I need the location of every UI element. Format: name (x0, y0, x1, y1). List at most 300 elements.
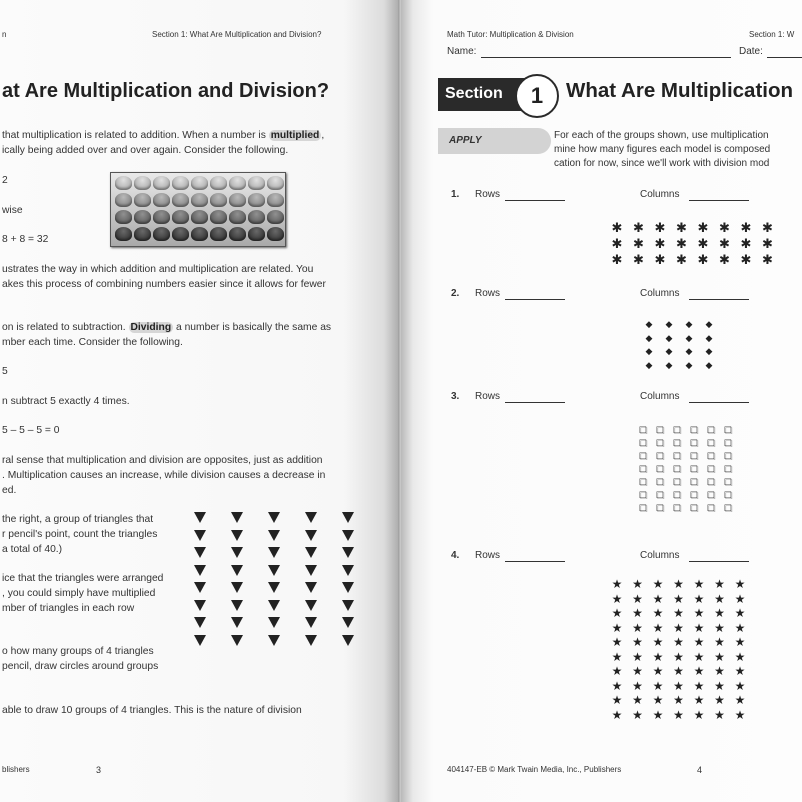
figure-star-icon: ★ (632, 606, 643, 620)
triangle-icon (268, 635, 280, 646)
figure-square-icon: □ (639, 489, 647, 501)
triangle-icon (194, 635, 206, 646)
shell-icon (153, 193, 170, 207)
figure-asterisk-icon: ✱ (719, 252, 730, 267)
triangle-icon (305, 617, 317, 628)
figure-asterisk-icon: ✱ (654, 252, 666, 267)
page-number: 3 (96, 765, 102, 775)
triangle-icon (194, 600, 206, 611)
figure-square-icon: □ (724, 463, 732, 475)
figure-diamond-icon: ◆ (665, 332, 673, 343)
triangle-icon (194, 530, 206, 541)
figure-star-icon: ★ (652, 649, 664, 664)
shell-icon (134, 227, 151, 241)
shell-icon (229, 227, 246, 241)
figure-star-icon: ★ (673, 606, 684, 620)
rows-answer-line[interactable] (505, 402, 565, 403)
figure-star-icon: ★ (632, 591, 643, 606)
figure-star-icon: ★ (652, 635, 664, 649)
figure-asterisk-icon: ✱ (697, 236, 709, 251)
figure-diamond-icon: ◆ (645, 346, 653, 356)
columns-answer-line[interactable] (689, 561, 749, 562)
shell-icon (134, 210, 151, 224)
triangle-icon (194, 512, 206, 523)
triangle-icon (231, 617, 243, 628)
columns-answer-line[interactable] (689, 200, 749, 201)
figure-asterisk-icon: ✱ (654, 236, 666, 251)
figure-star-icon: ★ (611, 620, 623, 635)
triangle-icon (268, 547, 280, 558)
triangle-icon (268, 512, 280, 523)
figure-star-icon: ★ (714, 707, 725, 722)
figure-square-icon: □ (690, 424, 698, 436)
paragraph-1-line-2: ically being added over and over again. Consider the following. (2, 145, 289, 156)
figure-star-icon: ★ (714, 635, 725, 649)
triangle-icon (305, 635, 317, 646)
figure-star-icon: ★ (652, 707, 664, 722)
figure-star-icon: ★ (652, 678, 664, 693)
figure-diamond-icon: ◆ (665, 346, 673, 356)
figure-square-icon: □ (639, 450, 647, 462)
figure-diamond-icon: ◆ (665, 319, 673, 329)
paragraph-6-line-3: mber of triangles in each row (2, 603, 135, 614)
figure-diamond-icon: ◆ (705, 332, 713, 343)
figure-asterisk-icon: ✱ (762, 236, 773, 251)
running-head-right: Section 1: W (749, 30, 795, 39)
figure-star-icon: ★ (693, 620, 705, 635)
figure-star-icon: ★ (714, 693, 725, 707)
figure-asterisk-icon: ✱ (697, 220, 709, 235)
triangle-icon (231, 530, 243, 541)
triangle-icon (342, 565, 354, 576)
text: that multiplication is related to addition. When a number is (2, 130, 269, 141)
triangle-icon (268, 530, 280, 541)
figure-asterisk-icon: ✱ (676, 252, 687, 267)
triangle-icon (268, 617, 280, 628)
figure-star-icon: ★ (714, 664, 725, 678)
figure-diamond-icon: ◆ (645, 359, 653, 370)
keyword-multiplied: multiplied (270, 130, 320, 141)
figure-square-icon: □ (707, 463, 715, 475)
page-title: at Are Multiplication and Division? (2, 80, 330, 102)
triangle-icon (268, 600, 280, 611)
figure-star-icon: ★ (673, 693, 684, 707)
shell-icon (191, 193, 208, 207)
running-head: Section 1: What Are Multiplication and Division? (152, 30, 322, 39)
figure-star-icon: ★ (673, 577, 684, 591)
paragraph-4-line-2: . Multiplication causes an increase, while division causes a decrease in (2, 470, 326, 481)
shell-icon (115, 193, 132, 207)
example-1-line-1: 2 (2, 175, 8, 186)
date-field-line[interactable] (767, 57, 802, 58)
figure-star-icon: ★ (611, 707, 623, 722)
figure-star-icon: ★ (734, 707, 746, 722)
rows-label: Rows (475, 391, 501, 402)
triangle-icon (231, 635, 243, 646)
example-2-line-2: n subtract 5 exactly 4 times. (2, 396, 130, 407)
figure-star-icon: ★ (693, 649, 705, 664)
figure-square-icon: □ (673, 424, 681, 436)
section-number-badge: 1 (515, 74, 559, 118)
figure-star-icon: ★ (673, 591, 684, 606)
figure-star-icon: ★ (652, 606, 664, 620)
figure-square-icon: □ (690, 476, 698, 488)
figure-star-icon: ★ (734, 635, 746, 649)
paragraph-4-line-3: ed. (2, 485, 17, 496)
figure-star-icon: ★ (714, 649, 725, 664)
figure-star-icon: ★ (611, 649, 623, 664)
figure-asterisk-icon: ✱ (697, 252, 709, 267)
triangle-icon (231, 512, 243, 523)
paragraph-1-line-1 (2, 128, 324, 143)
running-head-left: Math Tutor: Multiplication & Division (447, 30, 574, 39)
shell-icon (210, 210, 227, 224)
figure-star-icon: ★ (652, 693, 664, 707)
columns-label: Columns (640, 391, 680, 402)
instructions-line-3: cation for now, since we'll work with division mod (554, 158, 770, 169)
shell-icon (172, 227, 189, 241)
figure-square-icon: □ (724, 476, 732, 488)
rows-label: Rows (475, 288, 501, 299)
figure-star-icon: ★ (632, 693, 643, 707)
triangle-icon (342, 512, 354, 523)
figure-star-icon: ★ (632, 649, 643, 664)
figure-asterisk-icon: ✱ (676, 236, 687, 251)
section-title: What Are Multiplication (566, 79, 794, 102)
instructions-line-2: mine how many figures each model is composed (554, 144, 771, 155)
figure-asterisk-icon: ✱ (611, 252, 623, 267)
example-2-line-1: 5 (2, 366, 8, 377)
triangle-icon (305, 600, 317, 611)
figure-square-icon: □ (707, 424, 715, 436)
keyword-dividing: Dividing (130, 322, 172, 333)
figure-star-icon: ★ (734, 649, 746, 664)
figure-square-icon: □ (690, 489, 698, 501)
triangle-icon (231, 565, 243, 576)
rows-answer-line[interactable] (505, 200, 565, 201)
figure-star-icon: ★ (611, 664, 623, 678)
shell-icon (210, 193, 227, 207)
figure-star-icon: ★ (673, 707, 684, 722)
rows-label: Rows (475, 550, 501, 561)
figure-square-icon: □ (656, 489, 664, 501)
triangle-icon (305, 547, 317, 558)
shell-icon (172, 210, 189, 224)
shell-icon (267, 227, 284, 241)
problem-number: 3. (451, 391, 460, 402)
figure-star-icon: ★ (611, 606, 623, 620)
figure-square-icon: □ (707, 489, 715, 501)
name-field-line[interactable] (481, 57, 731, 58)
shell-icon (248, 176, 265, 190)
figure-diamond-icon: ◆ (705, 319, 713, 329)
figure-star-icon: ★ (693, 591, 705, 606)
figure-asterisk-icon: ✱ (676, 220, 687, 235)
figure-asterisk-icon: ✱ (654, 220, 666, 235)
columns-label: Columns (640, 550, 680, 561)
figure-star-icon: ★ (734, 693, 746, 707)
figure-asterisk-icon: ✱ (740, 252, 752, 267)
figure-asterisk-icon: ✱ (633, 220, 644, 235)
figure-star-icon: ★ (734, 620, 746, 635)
figure-star-icon: ★ (652, 664, 664, 678)
text: a number is basically the same as (173, 322, 332, 333)
figure-diamond-icon: ◆ (705, 346, 713, 356)
triangle-icon (342, 617, 354, 628)
figure-diamond-icon: ◆ (645, 332, 653, 343)
text: on is related to subtraction. (2, 322, 129, 333)
figure-square-icon: □ (673, 502, 681, 514)
shell-icon (153, 227, 170, 241)
figure-star-icon: ★ (714, 577, 725, 591)
triangle-icon (231, 600, 243, 611)
right-page (401, 0, 802, 802)
shell-icon (191, 176, 208, 190)
figure-square-icon: □ (639, 463, 647, 475)
paragraph-7-line-1: o how many groups of 4 triangles (2, 646, 154, 657)
shell-icon (267, 193, 284, 207)
figure-asterisk-icon: ✱ (762, 220, 773, 235)
figure-diamond-icon: ◆ (645, 319, 653, 329)
figure-asterisk-icon: ✱ (719, 236, 730, 251)
figure-star-icon: ★ (734, 678, 746, 693)
triangle-icon (231, 582, 243, 593)
triangle-icon (305, 565, 317, 576)
text: , (321, 130, 325, 141)
figure-square-icon: □ (656, 476, 664, 488)
figure-diamond-icon: ◆ (705, 359, 713, 370)
triangle-icon (305, 530, 317, 541)
figure-square-icon: □ (656, 437, 664, 449)
paragraph-2-line-1: ustrates the way in which addition and multiplication are related. You (2, 264, 314, 275)
figure-star-icon: ★ (611, 693, 623, 707)
rows-label: Rows (475, 189, 501, 200)
figure-square-icon: □ (639, 437, 647, 449)
example-1-line-2: wise (2, 205, 23, 216)
shell-icon (153, 210, 170, 224)
figure-asterisk-icon: ✱ (762, 252, 773, 267)
paragraph-4-line-1: ral sense that multiplication and division are opposites, just as addition (2, 455, 323, 466)
shell-icon (134, 193, 151, 207)
shell-icon (229, 193, 246, 207)
figure-star-icon: ★ (632, 678, 643, 693)
figure-square-icon: □ (690, 450, 698, 462)
seashells-image (110, 172, 286, 247)
figure-star-icon: ★ (693, 707, 705, 722)
triangle-icon (342, 582, 354, 593)
problem-number: 1. (451, 189, 460, 200)
shell-icon (172, 193, 189, 207)
figure-star-icon: ★ (714, 620, 725, 635)
apply-label: APPLY (449, 135, 482, 146)
figure-square-icon: □ (724, 437, 732, 449)
figure-square-icon: □ (690, 437, 698, 449)
figure-star-icon: ★ (632, 577, 643, 591)
figure-star-icon: ★ (693, 664, 705, 678)
figure-star-icon: ★ (693, 606, 705, 620)
columns-label: Columns (640, 288, 680, 299)
figure-square-icon: □ (690, 502, 698, 514)
rows-answer-line[interactable] (505, 299, 565, 300)
shell-icon (115, 176, 132, 190)
figure-star-icon: ★ (693, 678, 705, 693)
figure-square-icon: □ (707, 437, 715, 449)
figure-star-icon: ★ (632, 620, 643, 635)
paragraph-8: able to draw 10 groups of 4 triangles. This is the nature of division (2, 705, 302, 716)
figure-star-icon: ★ (673, 620, 684, 635)
figure-square-icon: □ (707, 476, 715, 488)
figure-star-icon: ★ (693, 635, 705, 649)
figure-star-icon: ★ (632, 635, 643, 649)
paragraph-5-line-3: a total of 40.) (2, 544, 63, 555)
figure-square-icon: □ (639, 502, 647, 514)
problem-number: 4. (451, 550, 460, 561)
instructions-line-1: For each of the groups shown, use multiplication (554, 130, 769, 141)
figure-square-icon: □ (639, 424, 647, 436)
shell-icon (191, 210, 208, 224)
rows-answer-line[interactable] (505, 561, 565, 562)
shell-icon (210, 176, 227, 190)
triangle-icon (305, 512, 317, 523)
figure-square-icon: □ (639, 476, 647, 488)
triangle-icon (194, 547, 206, 558)
figure-square-icon: □ (656, 424, 664, 436)
figure-star-icon: ★ (611, 591, 623, 606)
figure-star-icon: ★ (611, 577, 623, 591)
figure-diamond-icon: ◆ (685, 346, 693, 356)
paragraph-6-line-2: , you could simply have multiplied (2, 588, 156, 599)
paragraph-3-line-1 (2, 320, 331, 335)
figure-square-icon: □ (673, 463, 681, 475)
paragraph-5-line-1: the right, a group of triangles that (2, 514, 154, 525)
figure-star-icon: ★ (714, 606, 725, 620)
figure-star-icon: ★ (611, 635, 623, 649)
triangle-icon (231, 547, 243, 558)
figure-star-icon: ★ (714, 678, 725, 693)
footer-publisher: blishers (2, 765, 30, 774)
shell-icon (115, 210, 132, 224)
figure-star-icon: ★ (673, 678, 684, 693)
figure-square-icon: □ (724, 450, 732, 462)
left-page (0, 0, 400, 802)
paragraph-2-line-2: akes this process of combining numbers easier since it allows for fewer (2, 279, 326, 290)
figure-diamond-icon: ◆ (685, 319, 693, 329)
triangle-icon (268, 565, 280, 576)
example-2-line-3: 5 – 5 – 5 = 0 (2, 425, 60, 436)
shell-icon (210, 227, 227, 241)
section-label: Section (445, 85, 503, 102)
paragraph-3-line-2: mber each time. Consider the following. (2, 337, 183, 348)
triangle-icon (268, 582, 280, 593)
figure-star-icon: ★ (632, 664, 643, 678)
figure-square-icon: □ (673, 476, 681, 488)
shell-icon (248, 193, 265, 207)
footer-copyright: 404147-EB © Mark Twain Media, Inc., Publishers (447, 765, 622, 774)
figure-asterisk-icon: ✱ (633, 252, 644, 267)
columns-answer-line[interactable] (689, 402, 749, 403)
figure-diamond-icon: ◆ (685, 332, 693, 343)
figure-square-icon: □ (656, 502, 664, 514)
triangle-icon (194, 565, 206, 576)
triangle-icon (194, 617, 206, 628)
figure-star-icon: ★ (714, 591, 725, 606)
shell-icon (248, 210, 265, 224)
figure-star-icon: ★ (673, 649, 684, 664)
columns-label: Columns (640, 189, 680, 200)
figure-asterisk-icon: ✱ (611, 220, 623, 235)
triangle-icon (194, 582, 206, 593)
shell-icon (229, 176, 246, 190)
columns-answer-line[interactable] (689, 299, 749, 300)
running-head-fragment: n (2, 30, 7, 39)
figure-star-icon: ★ (734, 577, 746, 591)
figure-diamond-icon: ◆ (685, 359, 693, 370)
figure-asterisk-icon: ✱ (719, 220, 730, 235)
figure-square-icon: □ (690, 463, 698, 475)
paragraph-5-line-2: r pencil's point, count the triangles (2, 529, 158, 540)
triangle-icon (342, 547, 354, 558)
figure-asterisk-icon: ✱ (633, 236, 644, 251)
figure-star-icon: ★ (673, 635, 684, 649)
figure-star-icon: ★ (611, 678, 623, 693)
figure-star-icon: ★ (673, 664, 684, 678)
figure-square-icon: □ (707, 502, 715, 514)
shell-icon (248, 227, 265, 241)
figure-star-icon: ★ (652, 591, 664, 606)
figure-star-icon: ★ (734, 606, 746, 620)
figure-square-icon: □ (724, 424, 732, 436)
triangle-icon (342, 600, 354, 611)
figure-diamond-icon: ◆ (665, 359, 673, 370)
figure-square-icon: □ (673, 437, 681, 449)
page-number: 4 (697, 765, 703, 775)
problem-number: 2. (451, 288, 460, 299)
triangle-icon (342, 530, 354, 541)
figure-star-icon: ★ (652, 620, 664, 635)
figure-star-icon: ★ (652, 577, 664, 591)
figure-star-icon: ★ (734, 591, 746, 606)
shell-icon (134, 176, 151, 190)
figure-square-icon: □ (673, 450, 681, 462)
figure-star-icon: ★ (693, 577, 705, 591)
figure-square-icon: □ (724, 502, 732, 514)
shell-icon (153, 176, 170, 190)
triangle-icon (342, 635, 354, 646)
figure-square-icon: □ (673, 489, 681, 501)
figure-asterisk-icon: ✱ (740, 220, 752, 235)
name-label: Name: (447, 46, 477, 57)
figure-star-icon: ★ (632, 707, 643, 722)
shell-icon (267, 210, 284, 224)
figure-asterisk-icon: ✱ (740, 236, 752, 251)
example-1-line-3: 8 + 8 = 32 (2, 234, 49, 245)
figure-square-icon: □ (656, 463, 664, 475)
paragraph-6-line-1: ice that the triangles were arranged (2, 573, 164, 584)
shell-icon (172, 176, 189, 190)
shell-icon (115, 227, 132, 241)
figure-star-icon: ★ (734, 664, 746, 678)
shell-icon (191, 227, 208, 241)
shell-icon (267, 176, 284, 190)
figure-square-icon: □ (707, 450, 715, 462)
triangle-icon (305, 582, 317, 593)
figure-square-icon: □ (724, 489, 732, 501)
figure-star-icon: ★ (693, 693, 705, 707)
figure-asterisk-icon: ✱ (611, 236, 623, 251)
shell-icon (229, 210, 246, 224)
date-label: Date: (739, 46, 763, 57)
paragraph-7-line-2: pencil, draw circles around groups (2, 661, 159, 672)
